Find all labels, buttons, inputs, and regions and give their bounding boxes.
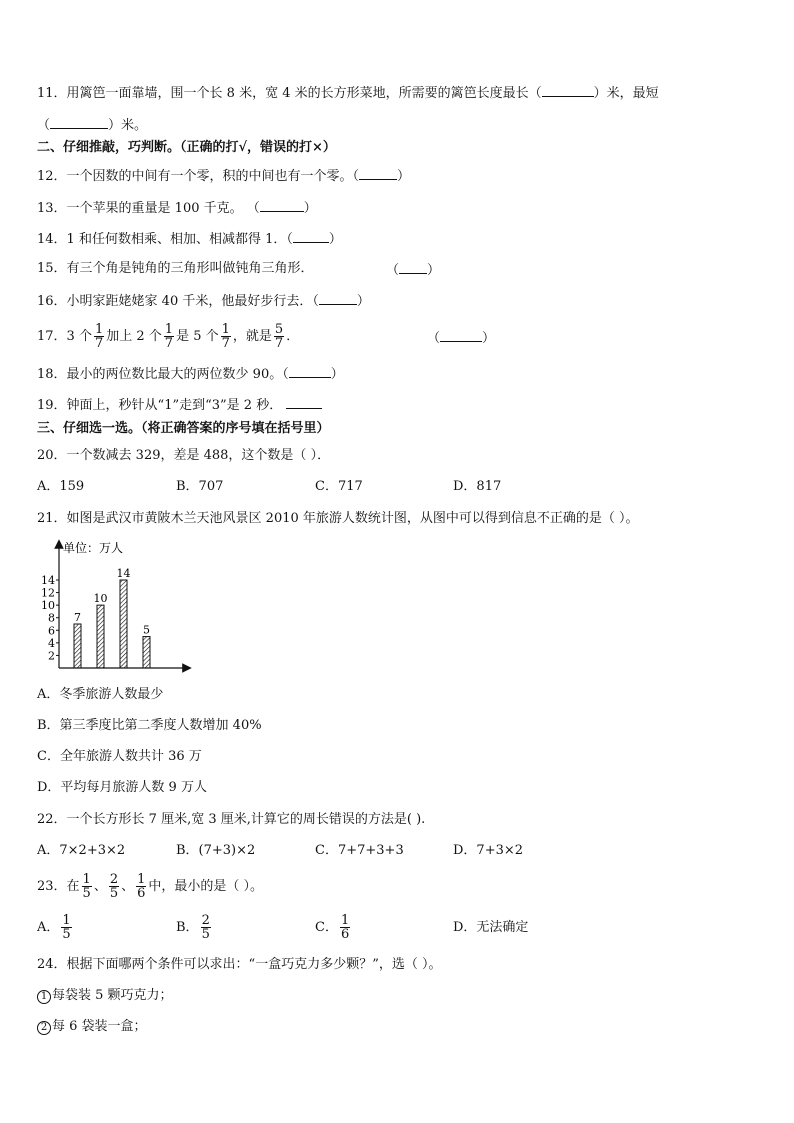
- question-16: [37, 292, 370, 310]
- q22-option-c[interactable]: C．7+7+3+3: [315, 843, 404, 858]
- q23-option-d[interactable]: D．无法确定: [453, 920, 529, 935]
- q14-blank[interactable]: [293, 230, 329, 243]
- q23-sep-1: 、: [93, 879, 107, 894]
- q24-condition-2: [37, 1019, 147, 1035]
- circled-number: 1: [37, 990, 51, 1004]
- q23-option-a[interactable]: [37, 909, 74, 947]
- question-15-answer: [386, 261, 440, 279]
- q17-text-4: ，就是: [232, 329, 272, 344]
- bar-value-label: 14: [116, 567, 131, 580]
- question-11-line-2: [37, 116, 147, 134]
- frac-num: 1: [164, 322, 174, 337]
- frac-den: 6: [340, 927, 350, 942]
- q13-text: 13．一个苹果的重量是 100 千克。 （: [37, 201, 260, 216]
- q23-option-a-fraction: [61, 914, 71, 941]
- question-24: 24．根据下面哪两个条件可以求出：“一盒巧克力多少颗？”，选（ ）。: [37, 957, 442, 972]
- bar-value-label: 7: [74, 611, 81, 624]
- chart-unit-label: 单位：万人: [63, 541, 124, 555]
- question-17: [37, 318, 299, 356]
- q11-text-c: （: [37, 118, 51, 133]
- bar-value-label: 5: [143, 623, 150, 637]
- q15-text: 15．有三个角是钝角的三角形叫做钝角三角形．: [37, 261, 314, 276]
- frac-den: 7: [221, 336, 230, 351]
- q18-text: 18．最小的两位数比最大的两位数少 90。（: [37, 367, 289, 382]
- question-23: [37, 868, 263, 906]
- option-label: A．: [37, 920, 60, 935]
- q11-blank-max[interactable]: [542, 84, 594, 97]
- q17-fraction-3: [221, 323, 231, 350]
- question-20: 20．一个数减去 329，差是 488，这个数是（ ）．: [37, 448, 331, 463]
- q17-fraction-2: [164, 323, 174, 350]
- q22-option-d[interactable]: D．7+3×2: [453, 843, 524, 858]
- q21-option-b[interactable]: B．第三季度比第二季度人数增加 40%: [37, 718, 262, 733]
- bar-2: [97, 605, 104, 668]
- q17-text-1: 17．3 个: [37, 329, 92, 344]
- q23-fraction-3: [136, 873, 146, 900]
- y-tick-label: 2: [48, 649, 55, 663]
- q13-blank[interactable]: [260, 199, 304, 212]
- q14-text: 14．1 和任何数相乘、相加、相减都得 1．（: [37, 232, 293, 247]
- q18-end: ）: [330, 367, 344, 382]
- frac-den: 6: [137, 886, 146, 901]
- y-tick-label: 8: [48, 611, 55, 625]
- q23-option-b-fraction: [201, 914, 211, 941]
- q11-text-d: ）米。: [108, 118, 148, 133]
- q11-blank-min[interactable]: [50, 116, 108, 129]
- q22-option-b[interactable]: B．(7+3)×2: [176, 843, 256, 858]
- question-19: [37, 396, 322, 414]
- frac-num: 1: [340, 913, 350, 928]
- q17-text-3: 是 5 个: [176, 329, 219, 344]
- q17-fraction-4: [274, 323, 284, 350]
- question-14: [37, 230, 342, 248]
- q18-blank[interactable]: [289, 365, 331, 378]
- q20-option-c[interactable]: C．717: [315, 479, 363, 494]
- question-21: 21．如图是武汉市黄陂木兰天池风景区 2010 年旅游人数统计图，从图中可以得到信息不正确的是（ ）。: [37, 511, 639, 526]
- q21-option-d[interactable]: D．平均每月旅游人数 9 万人: [37, 780, 207, 795]
- section-3-heading: 三、仔细选一选。（将正确答案的序号填在括号里）: [37, 421, 330, 436]
- q20-option-a[interactable]: A．159: [37, 479, 85, 494]
- tourist-bar-chart: [37, 538, 197, 676]
- y-tick-label: 10: [41, 599, 55, 613]
- y-tick-label: 6: [48, 624, 55, 638]
- q15-open: （: [386, 263, 400, 278]
- frac-den: 5: [62, 927, 71, 942]
- question-13: [37, 199, 317, 217]
- frac-den: 5: [201, 927, 210, 942]
- q22-option-a[interactable]: A．7×2+3×2: [37, 843, 126, 858]
- q23-sep-2: 、: [121, 879, 135, 894]
- bar-4: [143, 637, 150, 668]
- question-12: [37, 167, 410, 185]
- q11-text-a: 11．用篱笆一面靠墙，围一个长 8 米，宽 4 米的长方形菜地，所需要的篱笆长度最长（: [37, 86, 542, 101]
- option-label: C．: [315, 920, 338, 935]
- bar-3: [120, 580, 127, 668]
- circled-number: 2: [37, 1021, 51, 1035]
- q12-blank[interactable]: [359, 167, 397, 180]
- bar-1: [74, 624, 81, 668]
- frac-den: 7: [274, 336, 284, 351]
- q17-fraction-1: [94, 323, 104, 350]
- q23-option-c-fraction: [340, 914, 350, 941]
- q16-text: 16．小明家距姥姥家 40 千米，他最好步行去．（: [37, 294, 319, 309]
- q17-end: ）: [482, 331, 496, 346]
- question-17-answer: [427, 329, 495, 347]
- frac-num: 1: [137, 872, 146, 887]
- frac-den: 7: [164, 336, 174, 351]
- q13-end: ）: [303, 201, 317, 216]
- q21-option-c[interactable]: C．全年旅游人数共计 36 万: [37, 749, 202, 764]
- q17-blank[interactable]: [440, 329, 482, 342]
- q23-text-1: 23．在: [37, 879, 80, 894]
- frac-num: 1: [94, 322, 104, 337]
- q16-end: ）: [356, 294, 370, 309]
- q23-fraction-2: [109, 873, 119, 900]
- condition-text: 每袋装 5 颗巧克力；: [52, 988, 173, 1003]
- frac-den: 7: [94, 336, 104, 351]
- q20-option-b[interactable]: B．707: [176, 479, 224, 494]
- q20-option-d[interactable]: D．817: [453, 479, 502, 494]
- q12-text: 12．一个因数的中间有一个零，积的中间也有一个零。（: [37, 169, 360, 184]
- question-15: [37, 261, 314, 277]
- q15-end: ）: [427, 263, 441, 278]
- frac-num: 2: [201, 913, 210, 928]
- question-22: 22．一个长方形长 7 厘米,宽 3 厘米,计算它的周长错误的方法是( ).: [37, 812, 426, 827]
- y-tick-label: 14: [41, 574, 55, 587]
- q19-blank[interactable]: [286, 396, 322, 409]
- q17-open: （: [427, 331, 441, 346]
- frac-num: 5: [274, 322, 284, 337]
- frac-num: 1: [82, 872, 91, 887]
- frac-den: 5: [109, 886, 119, 901]
- q19-text: 19．钟面上，秒针从“1”走到“3”是 2 秒．: [37, 398, 283, 413]
- q17-text-2: 加上 2 个: [106, 329, 162, 344]
- bar-value-label: 10: [93, 592, 108, 606]
- frac-num: 1: [221, 322, 230, 337]
- frac-num: 2: [109, 872, 119, 887]
- option-label: B．: [176, 920, 199, 935]
- frac-den: 5: [82, 886, 91, 901]
- q16-blank[interactable]: [319, 292, 357, 305]
- q17-text-5: ．: [286, 329, 300, 344]
- q15-blank[interactable]: [399, 261, 427, 274]
- q23-fraction-1: [82, 873, 92, 900]
- q21-option-a[interactable]: A．冬季旅游人数最少: [37, 687, 164, 702]
- q23-option-c[interactable]: [315, 909, 352, 947]
- section-2-heading: 二、仔细推敲，巧判断。（正确的打√，错误的打×）: [37, 140, 336, 155]
- condition-text: 每 6 袋装一盒；: [52, 1019, 147, 1034]
- question-11-line-1: [37, 84, 659, 102]
- question-18: [37, 365, 344, 383]
- q24-condition-1: [37, 988, 173, 1004]
- q11-text-b: ）米，最短: [593, 86, 659, 101]
- q23-text-2: 中，最小的是（ ）。: [148, 879, 264, 894]
- q14-end: ）: [328, 232, 342, 247]
- frac-num: 1: [62, 913, 71, 928]
- q23-option-b[interactable]: [176, 909, 213, 947]
- y-tick-label: 12: [41, 586, 55, 600]
- q12-end: ）: [397, 169, 411, 184]
- y-tick-label: 4: [48, 636, 55, 650]
